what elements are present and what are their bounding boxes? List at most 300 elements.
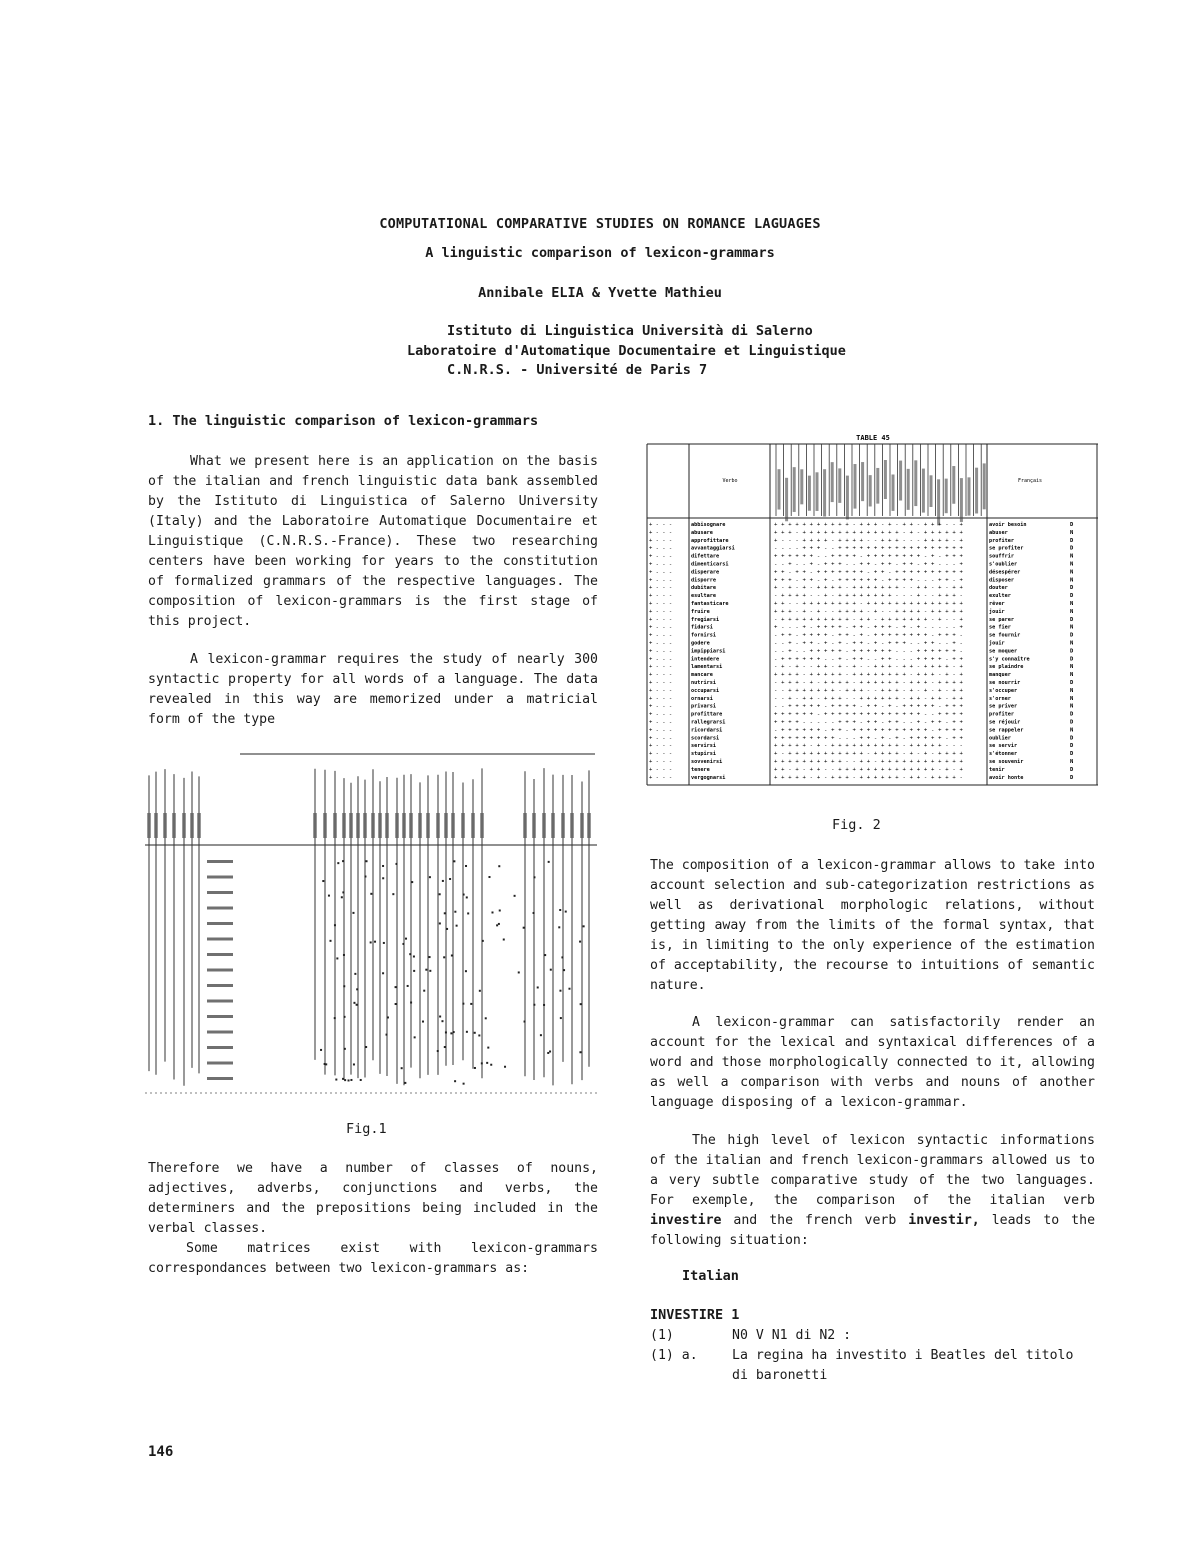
italian-label: Italian bbox=[682, 1268, 739, 1284]
fig1-cell-mark bbox=[580, 1003, 582, 1005]
fig2-property-label bbox=[778, 469, 781, 509]
left-paragraph-4 bbox=[148, 1239, 598, 1279]
example-list bbox=[650, 1326, 1095, 1386]
fig1-cell-mark bbox=[386, 1034, 388, 1036]
fig1-cell-mark bbox=[341, 896, 343, 898]
fig2-property-label bbox=[876, 468, 879, 504]
fig1-cell-mark bbox=[463, 1083, 465, 1085]
fig2-right-code: N bbox=[1070, 608, 1074, 615]
fig1-cell-mark bbox=[366, 860, 368, 862]
fig1-cell-mark bbox=[454, 1080, 456, 1082]
fig2-flag-mark: + - - - bbox=[649, 759, 673, 765]
fig1-cell-mark bbox=[328, 895, 330, 897]
fig1-cell-mark bbox=[342, 1078, 344, 1080]
fig2-property-label bbox=[952, 466, 955, 504]
fig2-french-word: s'oublier bbox=[989, 561, 1018, 568]
fig2-italian-word: godere bbox=[691, 640, 710, 647]
fig2-right-code: N bbox=[1070, 703, 1074, 710]
fig1-header-label bbox=[409, 813, 413, 838]
fig2-property-label bbox=[808, 476, 811, 511]
fig1-cell-mark bbox=[450, 1032, 452, 1034]
fig1-cell-mark bbox=[370, 893, 372, 895]
fig2-italian-word: disperare bbox=[691, 569, 720, 576]
fig1-cell-mark bbox=[518, 971, 520, 973]
left-paragraph-2 bbox=[148, 650, 598, 730]
fig1-cell-mark bbox=[425, 969, 427, 971]
fig2-flag-mark: + - - - bbox=[649, 672, 673, 679]
fig2-property-label bbox=[800, 469, 803, 504]
fig2-property-label bbox=[968, 477, 971, 515]
fig1-cell-mark bbox=[444, 1046, 446, 1048]
fig2-flag-mark: + - - - bbox=[649, 522, 673, 528]
right-para3-mid: and the french verb bbox=[721, 1213, 909, 1228]
fig2-flag-mark: + - - - bbox=[649, 711, 673, 718]
fig2-flag-mark: + - - - bbox=[649, 601, 673, 607]
fig1-cell-mark bbox=[344, 1016, 346, 1018]
fig2-flag-mark: + - - - bbox=[649, 545, 673, 552]
fig2-flag-mark: + - - - bbox=[649, 751, 673, 758]
fig1-cell-mark bbox=[370, 941, 372, 943]
fig1-cell-mark bbox=[350, 1079, 352, 1081]
fig2-row-values: + - - - + - + + + + - + + - + + + - + - + - - - - - + bbox=[774, 624, 964, 631]
left-para2-text: A lexicon-grammar requires the study of nearly 300 syntactic property for all words of a language. The data revealed in this way are memorized under a matricial form of the type bbox=[148, 652, 598, 727]
fig1-cell-mark bbox=[478, 1034, 480, 1036]
fig2-property-label bbox=[983, 463, 986, 509]
fig1-cell-mark bbox=[395, 1003, 397, 1005]
fig2-italian-word: abbisognare bbox=[691, 522, 726, 528]
fig1-cell-mark bbox=[439, 922, 441, 924]
fig1-row-label bbox=[207, 1077, 233, 1080]
fig2-italian-word: ornarsi bbox=[691, 695, 713, 702]
fig2-french-word: tenir bbox=[989, 766, 1005, 773]
fig2-french-word: se rappeler bbox=[989, 727, 1024, 734]
fig2-right-code: D bbox=[1070, 656, 1074, 663]
fig1-cell-mark bbox=[485, 1017, 487, 1019]
fig1-cell-mark bbox=[392, 893, 394, 895]
fig1-cell-mark bbox=[409, 953, 411, 955]
fig2-italian-word: sovvenirsi bbox=[691, 759, 723, 765]
fig1-cell-mark bbox=[439, 1016, 441, 1018]
fig1-cell-mark bbox=[382, 877, 384, 879]
figure-2-french-col-label: Français bbox=[1017, 478, 1043, 484]
figure-2-svg bbox=[645, 430, 1100, 790]
fig1-cell-mark bbox=[374, 941, 376, 943]
fig1-header-label bbox=[523, 813, 527, 838]
fig2-flag-mark: + - - - bbox=[649, 569, 673, 576]
fig1-cell-mark bbox=[466, 1031, 468, 1033]
fig1-cell-mark bbox=[559, 990, 561, 992]
figure-1-matrix bbox=[145, 748, 597, 1104]
fig1-cell-mark bbox=[405, 938, 407, 940]
fig2-property-label bbox=[899, 461, 902, 501]
fig1-header-label bbox=[349, 813, 353, 838]
fig2-row-values: + + + + + + + + + + - - + + - + + + + + + + + + + + + bbox=[774, 759, 964, 765]
fig2-flag-mark: + - - - bbox=[649, 561, 673, 568]
fig1-row-label bbox=[207, 876, 233, 879]
fig2-french-word: se servir bbox=[989, 743, 1018, 750]
fig2-row-values: - + + + + - - + - + + + + + + + + - - - + - - + + + - bbox=[774, 593, 964, 600]
fig2-right-code: N bbox=[1070, 664, 1074, 671]
fig1-cell-mark bbox=[453, 860, 455, 862]
fig1-cell-mark bbox=[544, 954, 546, 956]
fig2-italian-word: dubitare bbox=[691, 585, 716, 592]
affiliation-1: Istituto di Linguistica Università di Salerno bbox=[447, 323, 813, 339]
fig1-cell-mark bbox=[474, 1067, 476, 1069]
fig1-cell-mark bbox=[382, 865, 384, 867]
right-para2-text: A lexicon-grammar can satisfactorily render an account for the lexical and syntaxical differences of a word and those morphologically connected to it, allowing as well a comparison with verbs and nouns of another language disposing of a lexicon-grammar. bbox=[650, 1015, 1095, 1110]
left-paragraph-3 bbox=[148, 1159, 598, 1239]
fig1-cell-mark bbox=[422, 1021, 424, 1023]
fig1-header-label bbox=[418, 813, 422, 838]
fig1-cell-mark bbox=[486, 1062, 488, 1064]
fig1-cell-mark bbox=[356, 1004, 358, 1006]
fig1-cell-mark bbox=[445, 1031, 447, 1033]
fig1-cell-mark bbox=[429, 970, 431, 972]
example-1-number: (1) bbox=[650, 1328, 674, 1343]
fig1-cell-mark bbox=[439, 893, 441, 895]
fig2-right-code: N bbox=[1070, 577, 1074, 584]
fig2-property-label bbox=[922, 469, 925, 513]
fig2-property-label bbox=[846, 476, 849, 520]
fig1-cell-mark bbox=[490, 1064, 492, 1066]
fig1-header-label bbox=[154, 813, 158, 838]
entry-head: INVESTIRE 1 bbox=[650, 1307, 740, 1323]
fig1-header-label bbox=[461, 813, 465, 838]
fig1-cell-mark bbox=[514, 895, 516, 897]
fig2-row-values: + + + + + - + - + + + - + + + + + + - + + - + + + + - bbox=[774, 774, 964, 781]
fig1-cell-mark bbox=[491, 911, 493, 913]
fig1-header-label bbox=[561, 813, 565, 838]
right-paragraph-1 bbox=[650, 856, 1095, 996]
verb-investir: investir, bbox=[908, 1213, 980, 1228]
fig1-row-label bbox=[207, 907, 233, 910]
fig1-header-label bbox=[342, 813, 346, 838]
fig2-flag-mark: + - - - bbox=[649, 608, 673, 615]
fig2-row-values: - - + + + + + - + + + + - + + - + - + + + + + - + + + bbox=[774, 703, 964, 710]
fig1-cell-mark bbox=[467, 912, 469, 914]
fig2-flag-mark: + - - - bbox=[649, 553, 673, 560]
fig2-italian-word: tenere bbox=[691, 766, 710, 773]
fig2-property-label bbox=[937, 479, 940, 525]
fig1-cell-mark bbox=[451, 955, 453, 957]
fig2-italian-word: nutrirsi bbox=[691, 680, 716, 686]
fig1-cell-mark bbox=[563, 969, 565, 971]
fig1-header-label bbox=[190, 813, 194, 838]
affiliation-2: Laboratoire d'Automatique Documentaire et Linguistique bbox=[407, 343, 846, 359]
fig1-cell-mark bbox=[524, 1021, 526, 1023]
fig2-french-word: abuser bbox=[989, 529, 1008, 536]
right-para1-text: The composition of a lexicon-grammar allows to take into account selection and sub-categorization restrictions as well as derivational morphologic relations, without getting away from the limits of the formal syntax, that is, in limiting to the only experience of the estimation of acceptability, the recourse to intuitions of semantic nature. bbox=[650, 858, 1095, 993]
fig1-cell-mark bbox=[322, 880, 324, 882]
left-paragraph-1 bbox=[148, 452, 598, 632]
fig1-cell-mark bbox=[533, 876, 535, 878]
fig2-flag-mark: + - - - bbox=[649, 735, 673, 742]
fig2-right-code: D bbox=[1070, 751, 1074, 758]
fig2-french-word: s'étonner bbox=[989, 751, 1018, 758]
fig1-cell-mark bbox=[383, 942, 385, 944]
fig2-row-values: + - + + + + + + + + + + + - + + + + - + - + - + + + + bbox=[774, 751, 964, 758]
fig1-cell-mark bbox=[565, 911, 567, 913]
fig1-cell-mark bbox=[558, 926, 560, 928]
fig2-flag-mark: + - - - bbox=[649, 695, 673, 702]
fig2-property-label bbox=[914, 460, 917, 506]
fig1-cell-mark bbox=[344, 1048, 346, 1050]
fig1-cell-mark bbox=[324, 1063, 326, 1065]
fig2-row-values: - - + - - + + + + + - + + + + + + - - - + + + + + + - bbox=[774, 648, 964, 655]
fig2-french-word: disposer bbox=[989, 577, 1014, 584]
fig2-row-values: + + + - + + + + + + + + + + + + + + - + - + + + + + + bbox=[774, 529, 964, 536]
fig1-header-label bbox=[444, 813, 448, 838]
fig1-cell-mark bbox=[498, 865, 500, 867]
fig2-row-values: - - - - + + + - - + + + + + + + + + + + + + + + + + + bbox=[774, 545, 964, 552]
fig2-right-code: N bbox=[1070, 561, 1074, 568]
page-number: 146 bbox=[148, 1444, 174, 1460]
fig2-row-values: - + + + - + - + + + + - + + + + + + - + + + - + + + + bbox=[774, 680, 964, 686]
fig2-french-word: douter bbox=[989, 585, 1008, 592]
fig2-row-values: + + + + + + - + + + + + + + + + + + + + + - - + + + + bbox=[774, 711, 964, 718]
fig2-row-values: - + + + + + + - + + - + + + + + + + + + + + - + + + + bbox=[774, 727, 964, 734]
fig2-italian-word: lamentarsi bbox=[691, 664, 723, 671]
fig1-cell-mark bbox=[449, 878, 451, 880]
fig1-cell-mark bbox=[429, 956, 431, 958]
fig1-cell-mark bbox=[479, 990, 481, 992]
fig1-cell-mark bbox=[533, 1004, 535, 1006]
fig2-right-code: N bbox=[1070, 759, 1074, 765]
fig2-italian-word: approfittare bbox=[691, 537, 729, 544]
fig1-header-label bbox=[551, 813, 555, 838]
fig1-row-label bbox=[207, 922, 233, 925]
paper-authors: Annibale ELIA & Yvette Mathieu bbox=[478, 285, 722, 301]
fig2-row-values: - + - + - - + + - + - + - - + + + - + + - + + + + - + bbox=[774, 664, 964, 671]
fig2-italian-word: difettare bbox=[691, 553, 720, 560]
fig1-header-label bbox=[471, 813, 475, 838]
fig2-row-values: - + + + + + + + + + + - + + - + + + + + + + - + - - + bbox=[774, 616, 964, 623]
fig1-cell-mark bbox=[487, 1047, 489, 1049]
fig1-cell-mark bbox=[550, 969, 552, 971]
fig2-italian-word: fantasticare bbox=[691, 601, 729, 607]
fig1-cell-mark bbox=[537, 986, 539, 988]
fig2-french-word: oublier bbox=[989, 735, 1011, 742]
fig2-italian-word: fornirsi bbox=[691, 632, 716, 639]
fig1-cell-mark bbox=[334, 924, 336, 926]
fig1-header-label bbox=[163, 813, 167, 838]
fig1-cell-mark bbox=[344, 1079, 346, 1081]
figure-2-header: TABLE 45 bbox=[856, 434, 890, 442]
fig1-cell-mark bbox=[561, 956, 563, 958]
fig1-cell-mark bbox=[568, 988, 570, 990]
fig1-cell-mark bbox=[579, 941, 581, 943]
fig2-property-label bbox=[892, 474, 895, 510]
fig1-cell-mark bbox=[348, 1079, 350, 1081]
fig1-cell-mark bbox=[583, 925, 585, 927]
fig2-property-label bbox=[854, 464, 857, 509]
fig1-cell-mark bbox=[488, 876, 490, 878]
fig1-header-label bbox=[395, 813, 399, 838]
fig1-header-label bbox=[385, 813, 389, 838]
fig1-cell-mark bbox=[442, 880, 444, 882]
fig1-cell-mark bbox=[470, 1003, 472, 1005]
affiliation-3: C.N.R.S. - Université de Paris 7 bbox=[447, 362, 708, 378]
fig2-row-values: - - + + + + + + + - + + + - - + + + - + - + - + - + + bbox=[774, 687, 964, 694]
fig2-italian-word: vergognarsi bbox=[691, 774, 726, 781]
fig2-property-label bbox=[907, 469, 910, 510]
fig2-row-values: - + + + + + + - - + - + + - - + + - - - + + + + - + + bbox=[774, 656, 964, 663]
fig2-flag-mark: + - - - bbox=[649, 640, 673, 647]
fig1-cell-mark bbox=[407, 985, 409, 987]
fig2-flag-mark: + - - - bbox=[649, 766, 673, 773]
figure-2-italian-col-label: Verbo bbox=[722, 478, 738, 484]
fig1-cell-mark bbox=[454, 911, 456, 913]
fig2-french-word: profiter bbox=[989, 711, 1014, 718]
right-paragraph-2 bbox=[650, 1013, 1095, 1113]
fig1-cell-mark bbox=[360, 1079, 362, 1081]
fig1-cell-mark bbox=[364, 876, 366, 878]
fig2-french-word: se nourrir bbox=[989, 680, 1021, 686]
left-para1-text: What we present here is an application on the basis of the italian and french linguistic data bank assembled by the Istituto di Linguistica of Salerno University (Italy) and the Laboratoire Automatique Documentaire et Linguistique (C.N.R.S.-France). These two researching centers have been working for years to the constitution of formalized grammars of the respective languages. The composition of lexicon-grammars is the first stage of this project. bbox=[148, 454, 598, 629]
figure-1-svg bbox=[145, 748, 597, 1104]
fig2-right-code: N bbox=[1070, 640, 1074, 647]
right-para3-suffix: leads to the following situation: bbox=[650, 1213, 1096, 1248]
fig1-cell-mark bbox=[474, 1032, 476, 1034]
fig2-row-values: + - - - + + + + - + + + + - - + + + - - - + + + + - + bbox=[774, 537, 964, 544]
fig1-cell-mark bbox=[540, 1034, 542, 1036]
fig2-french-word: rêver bbox=[989, 601, 1005, 607]
fig1-header-label bbox=[532, 813, 536, 838]
fig1-header-label bbox=[451, 813, 455, 838]
example-row-1 bbox=[650, 1326, 1095, 1346]
fig1-header-label bbox=[402, 813, 406, 838]
fig2-italian-word: servirsi bbox=[691, 743, 716, 750]
fig2-right-code: N bbox=[1070, 601, 1074, 607]
fig2-row-values: - - + - - + - + + + - - + + - + + - + + - + + - - - + bbox=[774, 561, 964, 568]
fig1-cell-mark bbox=[342, 860, 344, 862]
fig1-cell-mark bbox=[437, 1050, 439, 1052]
fig2-flag-mark: + - - - bbox=[649, 656, 673, 663]
fig1-cell-mark bbox=[404, 1082, 406, 1084]
fig2-french-word: s'orner bbox=[989, 695, 1011, 702]
fig1-cell-mark bbox=[465, 970, 467, 972]
fig2-italian-word: occuparsi bbox=[691, 687, 720, 694]
fig2-italian-word: fruire bbox=[691, 608, 710, 615]
fig2-right-code: D bbox=[1070, 537, 1074, 544]
fig1-cell-mark bbox=[443, 956, 445, 958]
fig1-header-label bbox=[313, 813, 317, 838]
fig1-cell-mark bbox=[413, 970, 415, 972]
right-para3 bbox=[650, 1131, 1095, 1251]
fig2-french-word: jouir bbox=[989, 640, 1005, 647]
fig1-row-label bbox=[207, 938, 233, 941]
fig2-row-values: + + + + - + + + + + - + + + + + + + + - + + + - + - + bbox=[774, 672, 964, 679]
fig1-cell-mark bbox=[533, 912, 535, 914]
fig2-right-code: N bbox=[1070, 672, 1074, 679]
fig2-right-code: D bbox=[1070, 680, 1074, 686]
fig1-cell-mark bbox=[466, 896, 468, 898]
fig2-right-code: D bbox=[1070, 585, 1074, 592]
fig1-header-label bbox=[378, 813, 382, 838]
fig1-cell-mark bbox=[453, 1031, 455, 1033]
fig1-cell-mark bbox=[446, 928, 448, 930]
fig1-header-label bbox=[580, 813, 584, 838]
fig2-flag-mark: + - - - bbox=[649, 593, 673, 600]
fig1-cell-mark bbox=[414, 1036, 416, 1038]
fig2-italian-word: mancare bbox=[691, 672, 713, 679]
fig2-french-word: jouir bbox=[989, 608, 1005, 615]
fig2-property-label bbox=[884, 460, 887, 499]
fig2-flag-mark: + - - - bbox=[649, 648, 673, 655]
example-2-number: (1) a. bbox=[650, 1348, 698, 1363]
fig1-cell-mark bbox=[329, 940, 331, 942]
paper-title: COMPUTATIONAL COMPARATIVE STUDIES ON ROMANCE LAGUAGES bbox=[379, 216, 821, 232]
fig2-flag-mark: + - - - bbox=[649, 624, 673, 631]
fig2-right-code: N bbox=[1070, 695, 1074, 702]
fig2-right-code: D bbox=[1070, 719, 1074, 726]
fig2-row-values: + + - - + + + + + + + + - + + + + + + + + + + + + + + bbox=[774, 601, 964, 607]
fig2-row-values: + + - + - + + - - + + + + + + + + + + + + + + - + - + bbox=[774, 766, 964, 773]
fig1-cell-mark bbox=[549, 1051, 551, 1053]
fig2-french-word: s'occuper bbox=[989, 687, 1018, 694]
fig1-row-label bbox=[207, 1062, 233, 1065]
fig1-cell-mark bbox=[395, 863, 397, 865]
fig1-cell-mark bbox=[411, 881, 413, 883]
left-para4-text: Some matrices exist with lexicon-grammars correspondances between two lexicon-grammars as: bbox=[148, 1241, 598, 1276]
fig2-italian-word: fidarsi bbox=[691, 624, 713, 631]
verb-investire: investire bbox=[650, 1213, 722, 1228]
left-para3-text: Therefore we have a number of classes of nouns, adjectives, adverbs, conjunctions and verbs, the determiners and the prepositions being included in the verbal classes. bbox=[148, 1161, 598, 1236]
fig1-header-label bbox=[147, 813, 151, 838]
fig1-cell-mark bbox=[353, 1063, 355, 1065]
fig2-right-code: D bbox=[1070, 648, 1074, 655]
fig2-property-label bbox=[838, 468, 841, 502]
fig1-row-label bbox=[207, 969, 233, 972]
fig1-cell-mark bbox=[465, 865, 467, 867]
fig2-right-code: N bbox=[1070, 529, 1074, 536]
fig2-french-word: s'y connaître bbox=[989, 656, 1030, 663]
fig1-cell-mark bbox=[462, 1003, 464, 1005]
fig1-header-label bbox=[570, 813, 574, 838]
fig1-cell-mark bbox=[423, 990, 425, 992]
fig1-cell-mark bbox=[504, 1066, 506, 1068]
fig1-cell-mark bbox=[547, 1052, 549, 1054]
fig2-flag-mark: + - - - bbox=[649, 529, 673, 536]
fig2-french-word: se parer bbox=[989, 616, 1014, 623]
fig2-row-values: - + + - + + + + - + + - + - + + + + + + + + - + + + - bbox=[774, 632, 964, 639]
fig2-italian-word: disporre bbox=[691, 577, 716, 584]
fig1-cell-mark bbox=[456, 925, 458, 927]
fig1-cell-mark bbox=[336, 957, 338, 959]
fig2-italian-word: abusare bbox=[691, 529, 713, 536]
fig1-header-label bbox=[197, 813, 201, 838]
fig1-cell-mark bbox=[343, 985, 345, 987]
fig2-french-word: profiter bbox=[989, 537, 1014, 544]
fig2-italian-word: scordarsi bbox=[691, 735, 720, 742]
fig2-property-label bbox=[930, 475, 933, 507]
fig1-cell-mark bbox=[342, 891, 344, 893]
right-para3-prefix: The high level of lexicon syntactic informations of the italian and french lexicon-grammars allowed us to a very subtle comparative study of the two languages. For exemple, the comparison of the italian verb bbox=[650, 1133, 1095, 1208]
fig2-row-values: + + + + + + + + + + + - + + + - + - + + - + + + - - + bbox=[774, 522, 964, 528]
fig2-italian-word: ricordarsi bbox=[691, 727, 723, 734]
fig1-cell-mark bbox=[320, 1049, 322, 1051]
fig1-row-label bbox=[207, 891, 233, 894]
fig2-flag-mark: + - - - bbox=[649, 687, 673, 694]
fig1-cell-mark bbox=[387, 1016, 389, 1018]
example-2-text: La regina ha investito i Beatles del titolo di baronetti bbox=[732, 1348, 1074, 1383]
fig2-french-word: se fier bbox=[989, 624, 1011, 631]
fig1-cell-mark bbox=[365, 1046, 367, 1048]
fig1-cell-mark bbox=[444, 912, 446, 914]
fig2-right-code: D bbox=[1070, 593, 1074, 600]
fig1-cell-mark bbox=[354, 973, 356, 975]
figure-2-table bbox=[645, 430, 1100, 790]
